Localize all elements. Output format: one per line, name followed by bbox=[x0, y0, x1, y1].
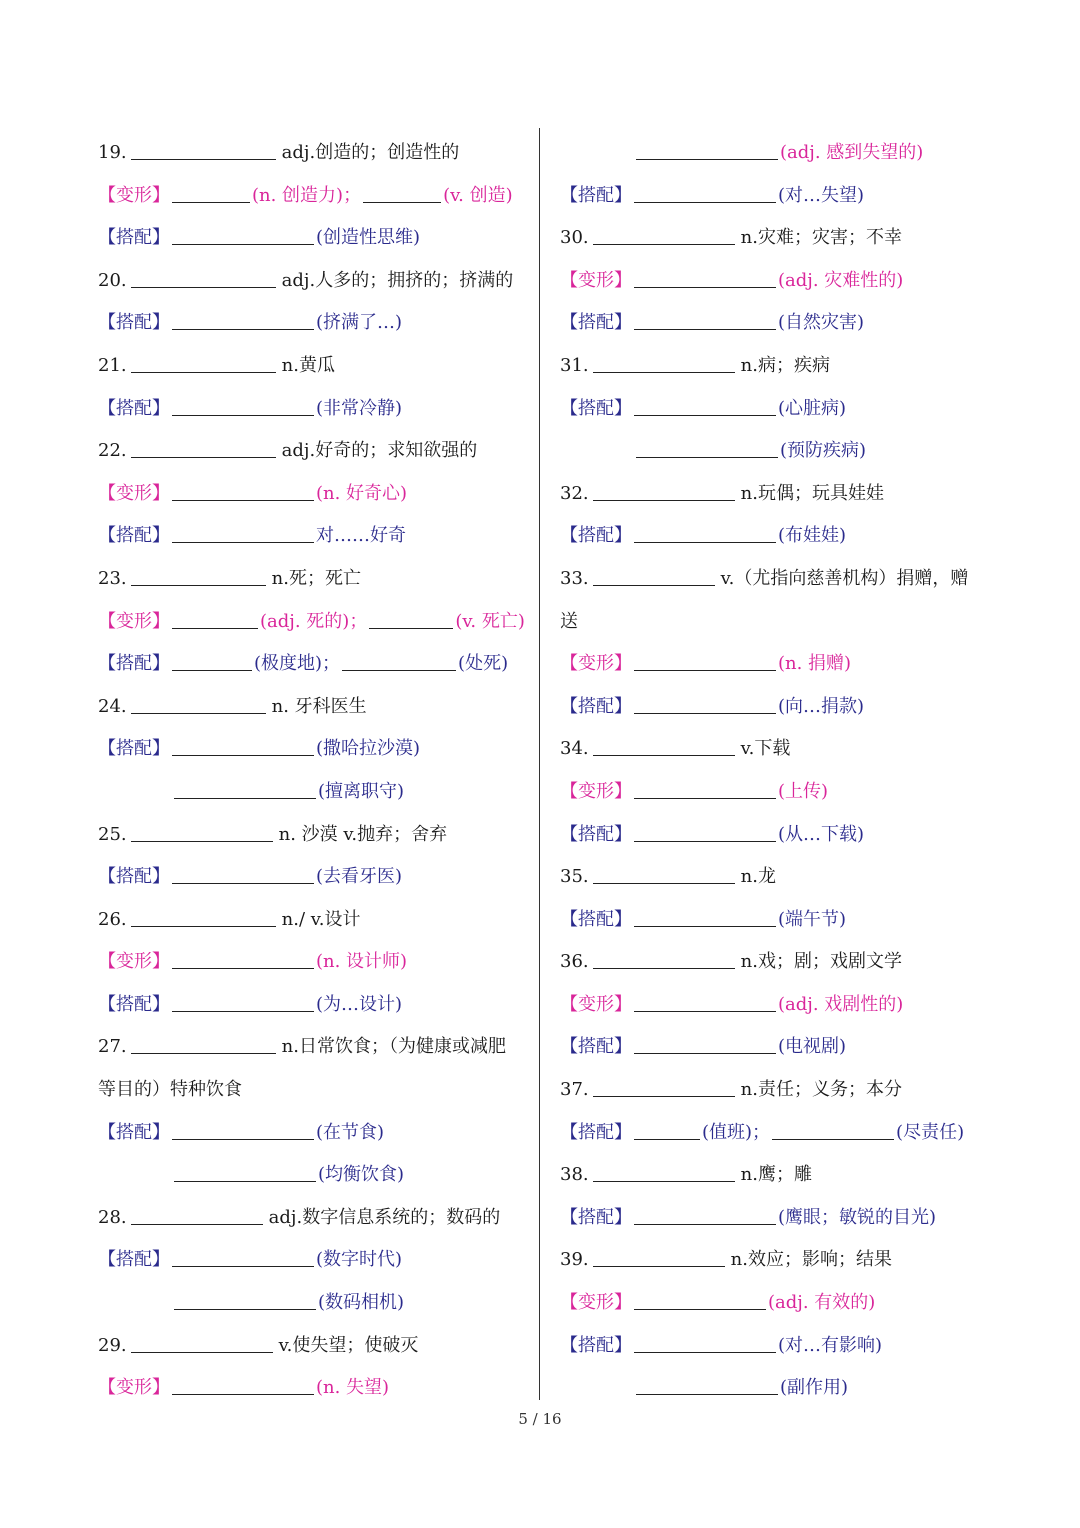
collocation-hint: (值班)； bbox=[702, 1121, 771, 1143]
tag-dapei: 【搭配】 bbox=[98, 1249, 170, 1271]
entry-number: 30. bbox=[560, 227, 589, 249]
entry-number: 33. bbox=[560, 567, 589, 589]
vocab-entry bbox=[560, 1069, 1000, 1112]
entry-definition: adj.人多的；拥挤的；挤满的 bbox=[281, 269, 514, 291]
tag-bianxing: 【变形】 bbox=[560, 269, 632, 291]
entry-definition: n.戏；剧；戏剧文学 bbox=[740, 951, 902, 973]
exercise-line bbox=[560, 260, 1000, 303]
tag-dapei: 【搭配】 bbox=[560, 525, 632, 547]
collocation-hint: (去看牙医) bbox=[316, 866, 403, 888]
exercise-line bbox=[560, 1197, 1000, 1240]
form-hint: (v. 创造) bbox=[443, 184, 513, 206]
exercise-line bbox=[560, 814, 1000, 857]
answer-blank[interactable] bbox=[634, 1208, 776, 1225]
collocation-hint: 对……好奇 bbox=[316, 525, 406, 547]
answer-blank[interactable] bbox=[772, 1123, 894, 1140]
entry-number: 39. bbox=[560, 1249, 589, 1271]
collocation-hint: (副作用) bbox=[780, 1377, 849, 1399]
tag-dapei: 【搭配】 bbox=[560, 908, 632, 930]
vocab-entry bbox=[98, 899, 530, 942]
answer-blank[interactable] bbox=[634, 825, 776, 842]
exercise-line bbox=[98, 217, 530, 260]
tag-dapei: 【搭配】 bbox=[560, 1334, 632, 1356]
collocation-hint: (在节食) bbox=[316, 1121, 385, 1143]
answer-blank[interactable] bbox=[172, 739, 314, 756]
tag-dapei: 【搭配】 bbox=[560, 1121, 632, 1143]
entry-number: 27. bbox=[98, 1036, 127, 1058]
vocab-entry bbox=[98, 1197, 530, 1240]
tag-dapei: 【搭配】 bbox=[560, 312, 632, 334]
entry-definition: adj.创造的；创造性的 bbox=[281, 142, 460, 163]
vocab-entry bbox=[98, 260, 530, 303]
exercise-line bbox=[98, 1154, 530, 1197]
entry-definition: n.玩偶；玩具娃娃 bbox=[740, 482, 884, 504]
exercise-line bbox=[98, 175, 530, 218]
answer-blank[interactable] bbox=[172, 654, 252, 671]
entry-definition: v.（尤指向慈善机构）捐赠，赠 bbox=[720, 567, 969, 589]
exercise-line bbox=[98, 643, 530, 686]
tag-dapei: 【搭配】 bbox=[98, 227, 170, 249]
form-hint: (n. 好奇心) bbox=[316, 482, 408, 504]
vocab-entry bbox=[98, 132, 530, 175]
entry-definition: n.龙 bbox=[740, 866, 776, 888]
answer-blank[interactable] bbox=[174, 1293, 316, 1310]
form-hint: (v. 死亡) bbox=[455, 610, 525, 632]
collocation-hint: (数码相机) bbox=[318, 1292, 405, 1314]
exercise-line bbox=[560, 686, 1000, 729]
tag-dapei: 【搭配】 bbox=[98, 312, 170, 334]
form-hint: (上传) bbox=[778, 780, 829, 802]
answer-blank[interactable] bbox=[369, 612, 453, 629]
entry-definition: n./ v.设计 bbox=[281, 908, 361, 930]
definition-continuation bbox=[98, 1069, 530, 1112]
form-hint: (n. 设计师) bbox=[316, 951, 408, 973]
collocation-hint: (处死) bbox=[458, 653, 509, 675]
vocab-entry bbox=[560, 1154, 1000, 1197]
right-column bbox=[560, 132, 1000, 1410]
answer-blank[interactable] bbox=[593, 356, 735, 373]
entry-number: 37. bbox=[560, 1079, 589, 1101]
exercise-line bbox=[98, 601, 530, 644]
exercise-line bbox=[560, 771, 1000, 814]
vocab-entry bbox=[98, 430, 530, 473]
answer-blank[interactable] bbox=[131, 441, 276, 458]
tag-bianxing: 【变形】 bbox=[560, 780, 632, 802]
entry-definition: n.鹰；雕 bbox=[740, 1164, 812, 1186]
tag-dapei: 【搭配】 bbox=[98, 993, 170, 1015]
vocab-entry bbox=[560, 558, 1000, 601]
collocation-hint: (对…失望) bbox=[778, 184, 865, 206]
collocation-hint: (尽责任) bbox=[896, 1121, 965, 1143]
entry-definition: n.责任；义务；本分 bbox=[740, 1079, 902, 1101]
answer-blank[interactable] bbox=[172, 526, 314, 543]
entry-number: 25. bbox=[98, 823, 127, 845]
tag-dapei: 【搭配】 bbox=[98, 525, 170, 547]
answer-blank[interactable] bbox=[634, 697, 776, 714]
form-hint: (n. 创造力)； bbox=[252, 184, 362, 206]
tag-bianxing: 【变形】 bbox=[560, 993, 632, 1015]
answer-blank[interactable] bbox=[131, 356, 276, 373]
answer-blank[interactable] bbox=[172, 995, 314, 1012]
collocation-hint: (撒哈拉沙漠) bbox=[316, 738, 421, 760]
collocation-hint: (电视剧) bbox=[778, 1036, 847, 1058]
collocation-hint: (非常冷静) bbox=[316, 397, 403, 419]
answer-blank[interactable] bbox=[172, 313, 314, 330]
collocation-hint: (端午节) bbox=[778, 908, 847, 930]
collocation-hint: (向…捐款) bbox=[778, 695, 865, 717]
entry-number: 36. bbox=[560, 951, 589, 973]
entry-definition: n.效应；影响；结果 bbox=[730, 1249, 892, 1271]
answer-blank[interactable] bbox=[131, 1336, 273, 1353]
answer-blank[interactable] bbox=[172, 484, 314, 501]
tag-bianxing: 【变形】 bbox=[98, 951, 170, 973]
entry-definition: adj.好奇的；求知欲强的 bbox=[281, 440, 478, 462]
exercise-line bbox=[560, 1112, 1000, 1155]
entry-definition: n. 沙漠 v.抛弃；舍弃 bbox=[278, 823, 448, 845]
entry-number: 23. bbox=[98, 567, 127, 589]
entry-definition: adj.数字信息系统的；数码的 bbox=[268, 1206, 501, 1228]
exercise-line bbox=[98, 515, 530, 558]
entry-number: 19. bbox=[98, 142, 127, 163]
answer-blank[interactable] bbox=[342, 654, 456, 671]
collocation-hint: (为…设计) bbox=[316, 993, 403, 1015]
answer-blank[interactable] bbox=[172, 186, 250, 203]
answer-blank[interactable] bbox=[593, 1250, 725, 1267]
tag-dapei: 【搭配】 bbox=[560, 397, 632, 419]
exercise-line bbox=[98, 984, 530, 1027]
collocation-hint: (擅离职守) bbox=[318, 780, 405, 802]
vocab-entry bbox=[98, 1325, 530, 1368]
entry-number: 28. bbox=[98, 1206, 127, 1228]
answer-blank[interactable] bbox=[634, 1336, 776, 1353]
answer-blank[interactable] bbox=[593, 1165, 735, 1182]
collocation-hint: (对…有影响) bbox=[778, 1334, 883, 1356]
entry-definition: n.日常饮食；（为健康或减肥 bbox=[281, 1036, 506, 1058]
exercise-line bbox=[98, 728, 530, 771]
tag-bianxing: 【变形】 bbox=[560, 1292, 632, 1314]
answer-blank[interactable] bbox=[363, 186, 441, 203]
entry-definition: n.灾难；灾害；不幸 bbox=[740, 227, 902, 249]
entry-number: 24. bbox=[98, 695, 127, 717]
vocab-entry bbox=[560, 728, 1000, 771]
answer-blank[interactable] bbox=[634, 910, 776, 927]
collocation-hint: (心脏病) bbox=[778, 397, 847, 419]
entry-definition: n. 牙科医生 bbox=[271, 695, 367, 717]
answer-blank[interactable] bbox=[634, 1293, 766, 1310]
answer-blank[interactable] bbox=[172, 399, 314, 416]
exercise-line bbox=[560, 1325, 1000, 1368]
answer-blank[interactable] bbox=[131, 910, 276, 927]
collocation-hint: (预防疾病) bbox=[780, 440, 867, 462]
entry-definition: n.死；死亡 bbox=[271, 567, 361, 589]
vocab-entry bbox=[560, 345, 1000, 388]
entry-number: 38. bbox=[560, 1164, 589, 1186]
answer-blank[interactable] bbox=[634, 654, 776, 671]
answer-blank[interactable] bbox=[636, 1378, 778, 1395]
vocab-entry bbox=[560, 473, 1000, 516]
tag-dapei: 【搭配】 bbox=[98, 738, 170, 760]
answer-blank[interactable] bbox=[131, 271, 276, 288]
exercise-line bbox=[98, 1239, 530, 1282]
answer-blank[interactable] bbox=[593, 867, 735, 884]
collocation-hint: (数字时代) bbox=[316, 1249, 403, 1271]
form-hint: (n. 失望) bbox=[316, 1377, 390, 1399]
answer-blank[interactable] bbox=[634, 271, 776, 288]
tag-dapei: 【搭配】 bbox=[560, 1206, 632, 1228]
form-hint: (adj. 死的)； bbox=[260, 610, 368, 632]
answer-blank[interactable] bbox=[634, 1123, 700, 1140]
entry-number: 35. bbox=[560, 866, 589, 888]
collocation-hint: (鹰眼；敏锐的目光) bbox=[778, 1206, 937, 1228]
answer-blank[interactable] bbox=[172, 1250, 314, 1267]
collocation-hint: (极度地)； bbox=[254, 653, 341, 675]
answer-blank[interactable] bbox=[172, 867, 314, 884]
form-hint: (adj. 灾难性的) bbox=[778, 269, 904, 291]
exercise-line bbox=[560, 984, 1000, 1027]
entry-number: 20. bbox=[98, 269, 127, 291]
answer-blank[interactable] bbox=[172, 1378, 314, 1395]
answer-blank[interactable] bbox=[593, 228, 735, 245]
tag-bianxing: 【变形】 bbox=[98, 1377, 170, 1399]
exercise-line bbox=[560, 175, 1000, 218]
exercise-line bbox=[98, 302, 530, 345]
answer-blank[interactable] bbox=[172, 952, 314, 969]
definition-continuation bbox=[560, 601, 1000, 644]
exercise-line bbox=[560, 302, 1000, 345]
answer-blank[interactable] bbox=[131, 1037, 276, 1054]
tag-bianxing: 【变形】 bbox=[560, 653, 632, 675]
answer-blank[interactable] bbox=[174, 782, 316, 799]
tag-dapei: 【搭配】 bbox=[560, 695, 632, 717]
form-hint: (adj. 有效的) bbox=[768, 1292, 876, 1314]
entry-definition: v.下载 bbox=[740, 738, 791, 760]
exercise-line bbox=[98, 941, 530, 984]
exercise-line bbox=[98, 856, 530, 899]
exercise-line bbox=[560, 899, 1000, 942]
tag-bianxing: 【变形】 bbox=[98, 610, 170, 632]
answer-blank[interactable] bbox=[131, 143, 276, 160]
answer-blank[interactable] bbox=[131, 569, 266, 586]
vocab-entry bbox=[98, 558, 530, 601]
vocab-entry bbox=[560, 1239, 1000, 1282]
answer-blank[interactable] bbox=[593, 484, 735, 501]
definition-continuation-text: 等目的）特种饮食 bbox=[98, 1079, 242, 1101]
tag-dapei: 【搭配】 bbox=[98, 866, 170, 888]
definition-continuation-text: 送 bbox=[560, 610, 578, 632]
exercise-line bbox=[560, 1367, 1000, 1410]
exercise-line bbox=[98, 388, 530, 431]
exercise-line bbox=[560, 430, 1000, 473]
entry-number: 32. bbox=[560, 482, 589, 504]
answer-blank[interactable] bbox=[131, 697, 266, 714]
answer-blank[interactable] bbox=[634, 186, 776, 203]
entry-number: 34. bbox=[560, 738, 589, 760]
answer-blank[interactable] bbox=[636, 441, 778, 458]
answer-blank[interactable] bbox=[131, 1208, 263, 1225]
answer-blank[interactable] bbox=[634, 526, 776, 543]
entry-number: 29. bbox=[98, 1334, 127, 1356]
exercise-line bbox=[98, 1282, 530, 1325]
entry-definition: n.黄瓜 bbox=[281, 354, 335, 376]
answer-blank[interactable] bbox=[172, 228, 314, 245]
vocab-entry bbox=[98, 814, 530, 857]
answer-blank[interactable] bbox=[634, 313, 776, 330]
entry-number: 21. bbox=[98, 354, 127, 376]
vocab-entry bbox=[560, 941, 1000, 984]
answer-blank[interactable] bbox=[593, 739, 735, 756]
answer-blank[interactable] bbox=[593, 1080, 735, 1097]
tag-dapei: 【搭配】 bbox=[98, 1121, 170, 1143]
exercise-line bbox=[560, 132, 1000, 175]
collocation-hint: (均衡饮食) bbox=[318, 1164, 405, 1186]
exercise-line bbox=[560, 1282, 1000, 1325]
exercise-line bbox=[560, 388, 1000, 431]
exercise-line bbox=[560, 1026, 1000, 1069]
exercise-line bbox=[560, 515, 1000, 558]
tag-bianxing: 【变形】 bbox=[98, 482, 170, 504]
tag-dapei: 【搭配】 bbox=[98, 653, 170, 675]
collocation-hint: (挤满了…) bbox=[316, 312, 403, 334]
answer-blank[interactable] bbox=[593, 952, 735, 969]
answer-blank[interactable] bbox=[634, 995, 776, 1012]
collocation-hint: (自然灾害) bbox=[778, 312, 865, 334]
form-hint: (n. 捐赠) bbox=[778, 653, 852, 675]
exercise-line bbox=[98, 1367, 530, 1410]
answer-blank[interactable] bbox=[634, 399, 776, 416]
entry-number: 22. bbox=[98, 440, 127, 462]
tag-bianxing: 【变形】 bbox=[98, 184, 170, 206]
vocab-entry bbox=[98, 1026, 530, 1069]
exercise-line bbox=[560, 643, 1000, 686]
answer-blank[interactable] bbox=[634, 1037, 776, 1054]
left-column bbox=[98, 132, 530, 1410]
answer-blank[interactable] bbox=[634, 782, 776, 799]
collocation-hint: (布娃娃) bbox=[778, 525, 847, 547]
collocation-hint: (创造性思维) bbox=[316, 227, 421, 249]
exercise-line bbox=[98, 771, 530, 814]
tag-dapei: 【搭配】 bbox=[98, 397, 170, 419]
vocab-entry bbox=[98, 345, 530, 388]
answer-blank[interactable] bbox=[174, 1165, 316, 1182]
entry-number: 31. bbox=[560, 354, 589, 376]
answer-blank[interactable] bbox=[172, 612, 258, 629]
answer-blank[interactable] bbox=[636, 143, 778, 160]
vocab-entry bbox=[560, 856, 1000, 899]
entry-definition: v.使失望；使破灭 bbox=[278, 1334, 419, 1356]
vocab-entry bbox=[560, 217, 1000, 260]
page-number: 5 / 16 bbox=[518, 1410, 562, 1428]
tag-dapei: 【搭配】 bbox=[560, 184, 632, 206]
form-hint: (adj. 感到失望的) bbox=[780, 142, 924, 163]
tag-dapei: 【搭配】 bbox=[560, 1036, 632, 1058]
collocation-hint: (从…下载) bbox=[778, 823, 865, 845]
vocab-entry bbox=[98, 686, 530, 729]
entry-number: 26. bbox=[98, 908, 127, 930]
answer-blank[interactable] bbox=[172, 1123, 314, 1140]
entry-definition: n.病；疾病 bbox=[740, 354, 830, 376]
answer-blank[interactable] bbox=[593, 569, 715, 586]
column-divider bbox=[539, 128, 540, 1400]
tag-dapei: 【搭配】 bbox=[560, 823, 632, 845]
exercise-line bbox=[98, 473, 530, 516]
form-hint: (adj. 戏剧性的) bbox=[778, 993, 904, 1015]
answer-blank[interactable] bbox=[131, 825, 273, 842]
exercise-line bbox=[98, 1112, 530, 1155]
